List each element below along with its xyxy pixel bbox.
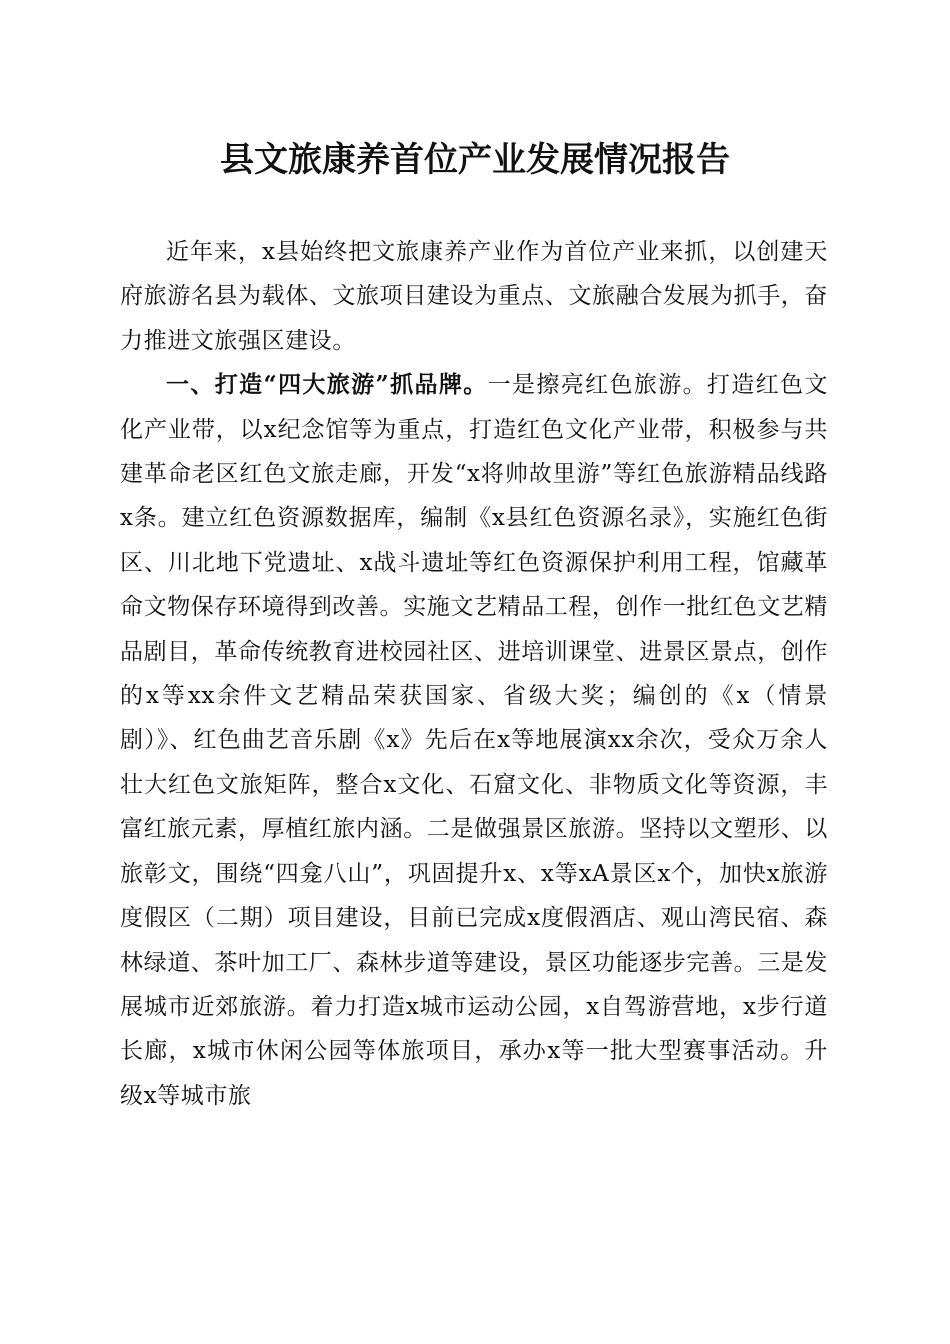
paragraph-text: 一是擦亮红色旅游。打造红色文化产业带，以x纪念馆等为重点，打造红色文化产业带，积极参与共建革命老区红色文旅走廊，开发“x将帅故里游”等红色旅游精品线路x条。建立红色资源数据库，编制《x县红色资源名录》，实施红色街区、川北地下党遗址、x战斗遗址等红色资源保护利用工程，馆藏革命文物保存环境得到改善。实施文艺精品工程，创作一批红色文艺精品剧目，革命传统教育进校园社区、进培训课堂、进景区景点，创作的x等xx余件文艺精品荣获国家、省级大奖；编创的《x（情景剧）》、红色曲艺音乐剧《x》先后在x等地展演xx余次，受众万余人壮大红色文旅矩阵，整合x文化、石窟文化、非物质文化等资源，丰富红旅元素，厚植红旅内涵。二是做强景区旅游。坚持以文塑形、以旅彰文，围绕“四龛八山”，巩固提升x、x等xA景区x个，加快x旅游度假区（二期）项目建设，目前已完成x度假酒店、观山湾民宿、森林绿道、茶叶加工厂、森林步道等建设，景区功能逐步完善。三是发展城市近郊旅游。着力打造x城市运动公园，x自驾游营地，x步行道长廊，x城市休闲公园等体旅项目，承办x等一批大型赛事活动。升级x等城市旅	[120, 372, 829, 1109]
section-heading: 一、打造“四大旅游”抓品牌。	[166, 371, 488, 399]
document-body	[120, 230, 828, 1118]
paragraph-intro	[120, 230, 828, 363]
paragraph-text: 近年来，x县始终把文旅康养产业作为首位产业来抓，以创建天府旅游名县为载体、文旅项目建设为重点、文旅融合发展为抓手，奋力推进文旅强区建设。	[120, 239, 828, 354]
document-title: 县文旅康养首位产业发展情况报告	[220, 140, 730, 180]
paragraph-section-one	[120, 363, 828, 1118]
